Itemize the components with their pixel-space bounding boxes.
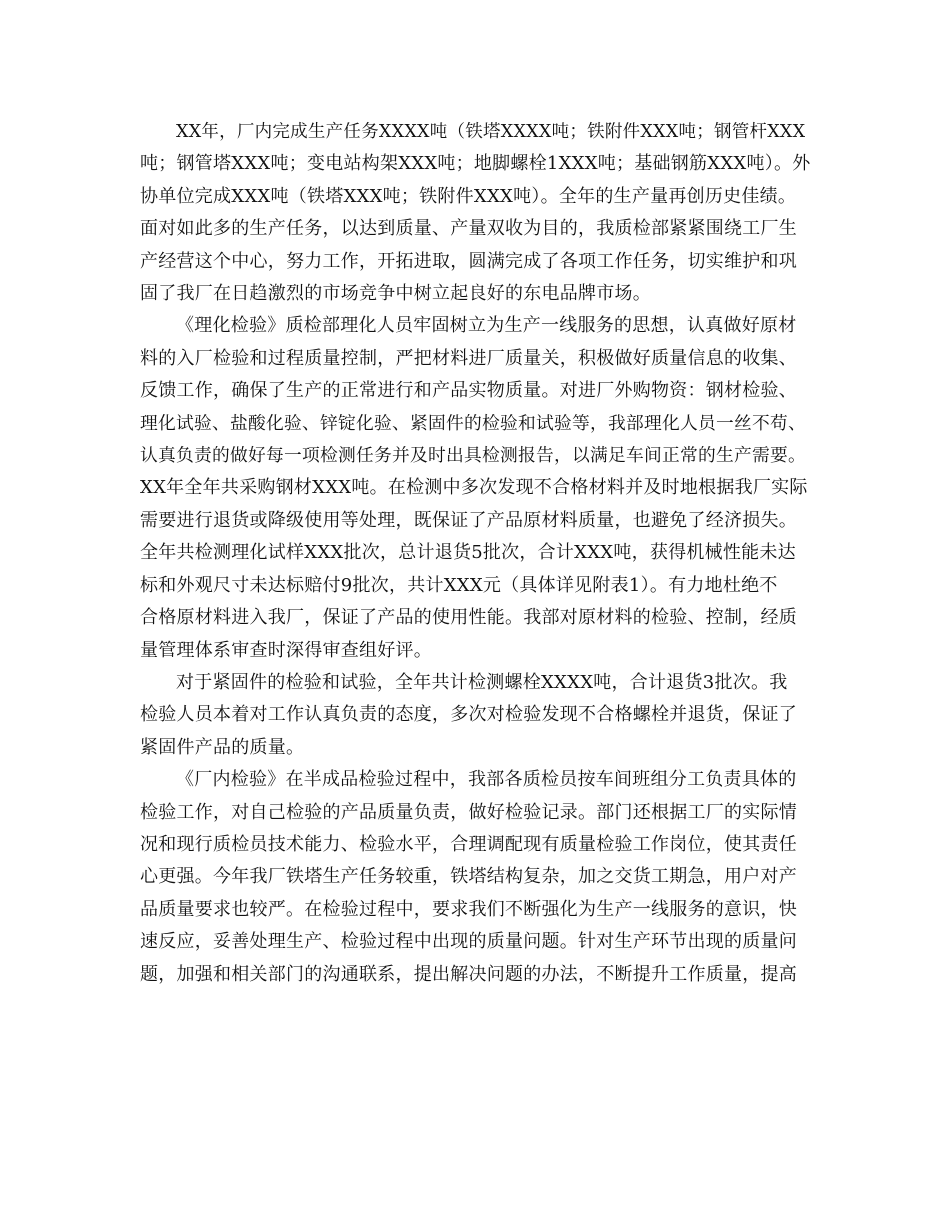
paragraph-2 — [140, 310, 812, 666]
text-line: 产经营这个中心，努力工作，开拓进取，圆满完成了各项工作任务，切实维护和巩 — [140, 250, 797, 272]
paragraph-3 — [140, 667, 812, 764]
text-line: 《理化检验》质检部理化人员牢固树立为生产一线服务的思想，认真做好原材 — [176, 315, 797, 337]
text-line: 题，加强和相关部门的沟通联系，提出解决问题的办法，不断提升工作质量，提高 — [140, 963, 797, 985]
text-line: 《厂内检验》在半成品检验过程中，我部各质检员按车间班组分工负责具体的 — [176, 769, 797, 791]
text-line: 检验工作，对自己检验的产品质量负责，做好检验记录。部门还根据工厂的实际情 — [140, 801, 797, 823]
text-line: XX年，厂内完成生产任务XXXX吨（铁塔XXXX吨；铁附件XXX吨；钢管杆XXX — [176, 122, 806, 142]
text-line: XX年全年共采购钢材XXX吨。在检测中多次发现不合格材料并及时地根据我厂实际 — [140, 477, 808, 499]
text-line: 反馈工作，确保了生产的正常进行和产品实物质量。对进厂外购物资：钢材检验、 — [140, 380, 797, 402]
text-line: 心更强。今年我厂铁塔生产任务较重，铁塔结构复杂，加之交货工期急，用户对产 — [140, 866, 797, 888]
text-line: 速反应，妥善处理生产、检验过程中出现的质量问题。针对生产环节出现的质量问 — [140, 931, 797, 953]
text-line: 料的入厂检验和过程质量控制，严把材料进厂质量关，积极做好质量信息的收集、 — [140, 347, 797, 369]
text-line: 检验人员本着对工作认真负责的态度，多次对检验发现不合格螺栓并退货，保证了 — [140, 704, 797, 726]
paragraph-1 — [140, 116, 812, 310]
text-line: 吨；钢管塔XXX吨；变电站构架XXX吨；地脚螺栓1XXX吨；基础钢筋XXX吨）。外 — [140, 153, 811, 175]
text-line: 况和现行质检员技术能力、检验水平，合理调配现有质量检验工作岗位，使其责任 — [140, 833, 797, 855]
text-line: 品质量要求也较严。在检验过程中，要求我们不断强化为生产一线服务的意识，快 — [140, 898, 797, 920]
paragraph-4 — [140, 764, 812, 991]
text-line: 量管理体系审查时深得审查组好评。 — [140, 639, 432, 661]
text-line: 合格原材料进入我厂，保证了产品的使用性能。我部对原材料的检验、控制，经质 — [140, 607, 797, 629]
text-line: 固了我厂在日趋激烈的市场竞争中树立起良好的东电品牌市场。 — [140, 283, 651, 305]
text-line: 标和外观尺寸未达标赔付9批次，共计XXX元（具体详见附表1）。有力地杜绝不 — [140, 574, 778, 596]
text-line: 面对如此多的生产任务，以达到质量、产量双收为目的，我质检部紧紧围绕工厂生 — [140, 218, 797, 240]
text-line: 全年共检测理化试样XXX批次，总计退货5批次，合计XXX吨，获得机械性能未达 — [140, 542, 796, 564]
text-line: 紧固件产品的质量。 — [140, 736, 305, 758]
text-line: 理化试验、盐酸化验、锌锭化验、紧固件的检验和试验等，我部理化人员一丝不苟、 — [140, 413, 807, 434]
document-body — [140, 116, 812, 991]
text-line: 对于紧固件的检验和试验，全年共计检测螺栓XXXX吨，合计退货3批次。我 — [176, 671, 788, 693]
text-line: 协单位完成XXX吨（铁塔XXX吨；铁附件XXX吨）。全年的生产量再创历史佳绩。 — [140, 185, 797, 207]
text-line: 认真负责的做好每一项检测任务并及时出具检测报告，以满足车间正常的生产需要。 — [140, 446, 807, 467]
text-line: 需要进行退货或降级使用等处理，既保证了产品原材料质量，也避免了经济损失。 — [140, 509, 797, 531]
